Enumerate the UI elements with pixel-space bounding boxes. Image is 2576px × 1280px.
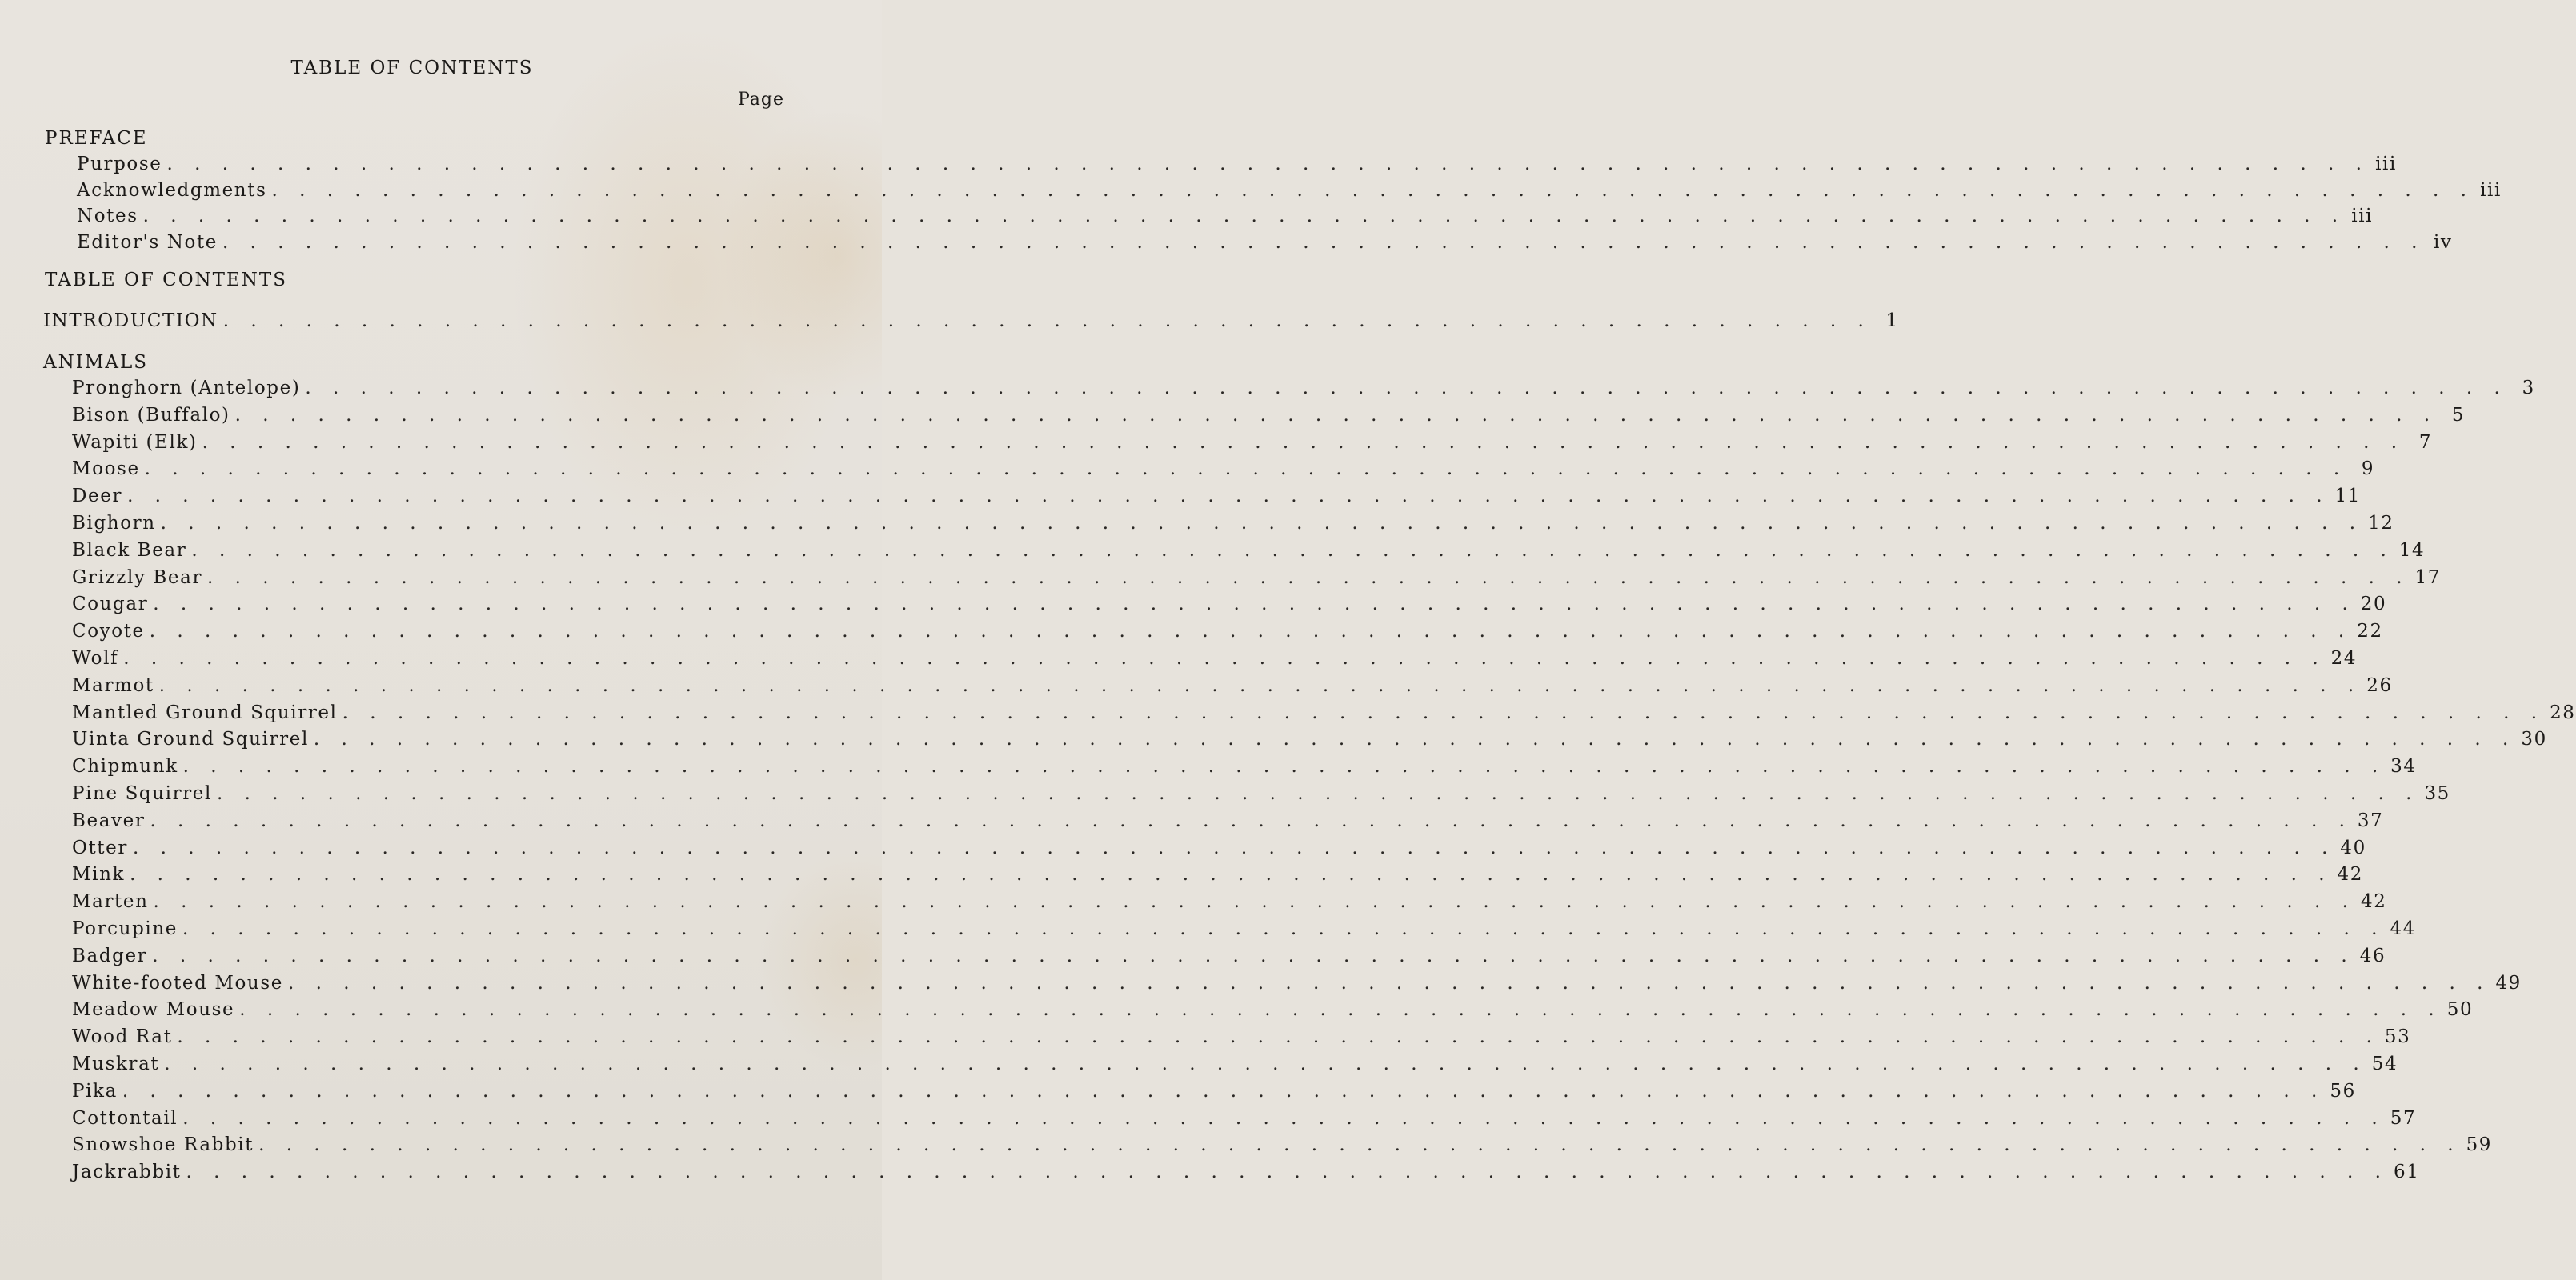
toc-entry [72,972,2522,994]
toc-entry [72,1026,2411,1048]
entry-page: iii [2375,154,2397,174]
entry-label: INTRODUCTION [43,310,218,331]
toc-heading: TABLE OF CONTENTS [45,270,288,290]
toc-entry [72,458,2375,480]
leader-dots: . . . . . . . . . . . . . . . . . . . . . . . . . . . . . . . . . . . . . . . . . . . . . . . . . . . . . . . . . . . . . . . . . . . . . . . . . . . . . . . . [160,513,2364,534]
leader-dots: . . . . . . . . . . . . . . . . . . . . . . . . . . . . . . . . . . . . . . . . . . . . . . . . . . . . . . . . . . . . . . . . . . . . . . . . . . . . . . . . [186,1162,2389,1183]
leader-dots: . . . . . . . . . . . . . . . . . . . . . . . . . . . . . . . . . . . . . . . . . . . . . . . . . . . . . . . . . . . . . . . . . . . . . . . . . . . . . . . . [150,810,2353,831]
toc-entry [72,756,2417,778]
leader-dots: . . . . . . . . . . . . . . . . . . . . . . . . . . . . . . . . . . . . . . . . . . . . . . . . . . . . . . . . . . . . . . . . . . . . . . . . . . . . . . . . [287,972,2491,994]
leader-dots: . . . . . . . . . . . . . . . . . . . . . . . . . . . . . . . . . . . . . . . . . . . . . . . . . . . . . . . . . . . . . . . . . . . . . . . . . . . . . . . . [234,404,2438,426]
entry-page: 30 [2521,729,2547,750]
leader-dots: . . . . . . . . . . . . . . . . . . . . . . . . . . . . . . . . . . . . . . . . . . . . . . . . . . . . . . . . . . . . . . . . . . . . . . . . . . . . . . . . [127,486,2330,507]
leader-dots: . . . . . . . . . . . . . . . . . . . . . . . . . . . . . . . . . . . . . . . . . . . . . . . . . . . . . . . . . . . . . . . . . . . . . . . . . . . . . . . . [207,566,2410,588]
entry-page: 3 [2522,378,2535,398]
entry-label: Jackrabbit [72,1162,182,1183]
entry-page: 44 [2390,918,2416,939]
entry-page: 40 [2340,837,2366,858]
entry-label: Otter [72,837,128,858]
toc-entry [77,179,2502,201]
leader-dots: . . . . . . . . . . . . . . . . . . . . . . . . . . . . . . . . . . . . . . . . . . . . . . . . . . . . . . . . . . . . . . . . . . . . . . . . . . . . . . . . [216,783,2420,804]
toc-entry [72,1107,2417,1129]
entry-page: 34 [2390,756,2417,778]
toc-entry [72,891,2387,913]
entry-page: 42 [2337,864,2363,886]
entry-label: Wolf [72,648,119,669]
page-column-header: Page [737,90,784,110]
entry-page: 59 [2466,1134,2493,1156]
entry-label: Mantled Ground Squirrel [72,702,338,723]
leader-dots: . . . . . . . . . . . . . . . . . . . . . . . . . . . . . . . . . . . . . . . . . . . . . . . . . . . . . . . . . . . . . . . . . . . . . . . . . . . . . . . . [342,702,2546,723]
entry-page: 9 [2361,458,2375,480]
entry-label: Badger [72,945,148,966]
entry-page: 12 [2368,513,2394,534]
entry-label: Meadow Mouse [72,999,235,1021]
toc-entry [72,486,2361,507]
leader-dots: . . . . . . . . . . . . . . . . . . . . . . . . . . . . . . . . . . . . . . . . . . . . . . . . . . . . . . . . . . . . . . . . . . . . . . . . . . . . . . . . [182,756,2386,778]
entry-page: 42 [2361,891,2387,913]
entry-page: iii [2351,206,2374,226]
entry-page: 56 [2330,1080,2356,1102]
entry-label: Moose [72,458,140,480]
toc-entry [72,945,2386,966]
entry-page: 20 [2360,594,2387,615]
entry-label: Acknowledgments [77,179,267,201]
entry-page: 54 [2371,1054,2398,1074]
entry-page: 22 [2357,621,2383,642]
entry-page: 14 [2398,539,2426,561]
leader-dots: . . . . . . . . . . . . . . . . . . . . . . . . . . . . . . . . . . . . . . . . . . . . . . . . . . . . . . . . . . . . [222,310,1872,331]
preface-heading: PREFACE [45,128,148,149]
entry-page: 5 [2451,404,2466,426]
leader-dots: . . . . . . . . . . . . . . . . . . . . . . . . . . . . . . . . . . . . . . . . . . . . . . . . . . . . . . . . . . . . . . . . . . . . . . . . . . . . . . . . [130,864,2333,886]
toc-entry [72,864,2363,886]
toc-entry [72,729,2547,750]
toc-entry [72,1162,2420,1183]
leader-dots: . . . . . . . . . . . . . . . . . . . . . . . . . . . . . . . . . . . . . . . . . . . . . . . . . . . . . . . . . . . . . . . . . . . . . . . . . . . . . . . . [142,206,2346,226]
leader-dots: . . . . . . . . . . . . . . . . . . . . . . . . . . . . . . . . . . . . . . . . . . . . . . . . . . . . . . . . . . . . . . . . . . . . . . . . . . . . . . . . [122,1080,2326,1102]
entry-label: Notes [77,206,138,226]
toc-entry [72,648,2358,669]
entry-label: Wood Rat [72,1026,173,1048]
toc-entry [72,539,2426,561]
entry-label: Black Bear [72,539,187,561]
animals-heading: ANIMALS [43,352,149,373]
leader-dots: . . . . . . . . . . . . . . . . . . . . . . . . . . . . . . . . . . . . . . . . . . . . . . . . . . . . . . . . . . . . . . . . . . . . . . . . . . . . . . . . [222,231,2426,253]
toc-entry [72,431,2433,453]
entry-label: Beaver [72,810,146,831]
entry-label: Pika [72,1080,118,1102]
toc-entry [72,837,2366,858]
toc-entry [72,1080,2356,1102]
toc-entry [72,702,2576,723]
entry-label: Uinta Ground Squirrel [72,729,309,750]
leader-dots: . . . . . . . . . . . . . . . . . . . . . . . . . . . . . . . . . . . . . . . . . . . . . . . . . . . . . . . . . . . . . . . . . . . . . . . . . . . . . . . . [177,1026,2380,1048]
entry-page: iii [2480,179,2502,201]
leader-dots: . . . . . . . . . . . . . . . . . . . . . . . . . . . . . . . . . . . . . . . . . . . . . . . . . . . . . . . . . . . . . . . . . . . . . . . . . . . . . . . . [313,729,2517,750]
toc-entry [72,378,2535,398]
entry-label: Coyote [72,621,145,642]
entry-label: Snowshoe Rabbit [72,1134,254,1156]
entry-label: Bighorn [72,513,156,534]
toc-entry [72,594,2387,615]
entry-page: 46 [2359,945,2386,966]
entry-page: 61 [2393,1162,2420,1183]
leader-dots: . . . . . . . . . . . . . . . . . . . . . . . . . . . . . . . . . . . . . . . . . . . . . . . . . . . . . . . . . . . . . . . . . . . . . . . . . . . . . . . . [191,539,2394,561]
toc-entry [77,206,2374,226]
leader-dots: . . . . . . . . . . . . . . . . . . . . . . . . . . . . . . . . . . . . . . . . . . . . . . . . . . . . . . . . . . . . . . . . . . . . . . . . . . . . . . . . [164,1054,2367,1074]
entry-label: Marten [72,891,149,913]
leader-dots: . . . . . . . . . . . . . . . . . . . . . . . . . . . . . . . . . . . . . . . . . . . . . . . . . . . . . . . . . . . . . . . . . . . . . . . . . . . . . . . . [123,648,2326,669]
leader-dots: . . . . . . . . . . . . . . . . . . . . . . . . . . . . . . . . . . . . . . . . . . . . . . . . . . . . . . . . . . . . . . . . . . . . . . . . . . . . . . . . [202,431,2406,453]
toc-entry [72,783,2450,804]
entry-label: Mink [72,864,126,886]
entry-page: 1 [1885,310,1899,331]
toc-entry [72,566,2441,588]
entry-page: 49 [2495,972,2522,994]
entry-page: 50 [2446,999,2474,1021]
entry-page: 57 [2390,1107,2417,1129]
toc-entry-introduction [43,310,1899,331]
entry-label: Pine Squirrel [72,783,212,804]
entry-label: Cougar [72,594,149,615]
leader-dots: . . . . . . . . . . . . . . . . . . . . . . . . . . . . . . . . . . . . . . . . . . . . . . . . . . . . . . . . . . . . . . . . . . . . . . . . . . . . . . . . [149,621,2353,642]
toc-entry [77,231,2453,253]
entry-label: Grizzly Bear [72,566,203,588]
toc-entry [72,621,2383,642]
leader-dots: . . . . . . . . . . . . . . . . . . . . . . . . . . . . . . . . . . . . . . . . . . . . . . . . . . . . . . . . . . . . . . . . . . . . . . . . . . . . . . . . [132,837,2336,858]
toc-entry [72,1054,2398,1074]
leader-dots: . . . . . . . . . . . . . . . . . . . . . . . . . . . . . . . . . . . . . . . . . . . . . . . . . . . . . . . . . . . . . . . . . . . . . . . . . . . . . . . . [144,458,2348,480]
toc-entry [72,513,2394,534]
entry-label: Wapiti (Elk) [72,431,198,453]
entry-page: 37 [2357,810,2384,831]
page-title: TABLE OF CONTENTS [290,58,534,78]
toc-entry [72,674,2393,696]
leader-dots: . . . . . . . . . . . . . . . . . . . . . . . . . . . . . . . . . . . . . . . . . . . . . . . . . . . . . . . . . . . . . . . . . . . . . . . . . . . . . . . . [271,179,2474,201]
entry-page: 17 [2414,566,2441,588]
leader-dots: . . . . . . . . . . . . . . . . . . . . . . . . . . . . . . . . . . . . . . . . . . . . . . . . . . . . . . . . . . . . . . . . . . . . . . . . . . . . . . . . [305,378,2508,398]
leader-dots: . . . . . . . . . . . . . . . . . . . . . . . . . . . . . . . . . . . . . . . . . . . . . . . . . . . . . . . . . . . . . . . . . . . . . . . . . . . . . . . . [239,999,2442,1021]
entry-page: 35 [2424,783,2450,804]
leader-dots: . . . . . . . . . . . . . . . . . . . . . . . . . . . . . . . . . . . . . . . . . . . . . . . . . . . . . . . . . . . . . . . . . . . . . . . . . . . . . . . . [258,1134,2462,1156]
entry-page: 26 [2366,674,2393,696]
toc-entry [72,999,2474,1021]
entry-label: Purpose [77,154,162,174]
toc-entry [72,810,2384,831]
toc-entry [72,404,2466,426]
entry-label: Muskrat [72,1054,160,1074]
leader-dots: . . . . . . . . . . . . . . . . . . . . . . . . . . . . . . . . . . . . . . . . . . . . . . . . . . . . . . . . . . . . . . . . . . . . . . . . . . . . . . . . [182,918,2386,939]
leader-dots: . . . . . . . . . . . . . . . . . . . . . . . . . . . . . . . . . . . . . . . . . . . . . . . . . . . . . . . . . . . . . . . . . . . . . . . . . . . . . . . . [166,154,2370,174]
toc-entry [72,1134,2493,1156]
toc-entry [77,154,2397,174]
entry-page: 7 [2418,431,2433,453]
entry-label: Porcupine [72,918,178,939]
entry-page: 28 [2550,702,2576,723]
leader-dots: . . . . . . . . . . . . . . . . . . . . . . . . . . . . . . . . . . . . . . . . . . . . . . . . . . . . . . . . . . . . . . . . . . . . . . . . . . . . . . . . [153,594,2356,615]
entry-label: Editor's Note [77,231,218,253]
leader-dots: . . . . . . . . . . . . . . . . . . . . . . . . . . . . . . . . . . . . . . . . . . . . . . . . . . . . . . . . . . . . . . . . . . . . . . . . . . . . . . . . [182,1107,2386,1129]
entry-label: White-footed Mouse [72,972,283,994]
entry-label: Pronghorn (Antelope) [72,378,301,398]
leader-dots: . . . . . . . . . . . . . . . . . . . . . . . . . . . . . . . . . . . . . . . . . . . . . . . . . . . . . . . . . . . . . . . . . . . . . . . . . . . . . . . . [158,674,2362,696]
entry-page: 53 [2384,1026,2411,1048]
entry-page: 11 [2334,486,2361,507]
entry-label: Bison (Buffalo) [72,404,230,426]
entry-label: Deer [72,486,123,507]
leader-dots: . . . . . . . . . . . . . . . . . . . . . . . . . . . . . . . . . . . . . . . . . . . . . . . . . . . . . . . . . . . . . . . . . . . . . . . . . . . . . . . . [152,945,2355,966]
entry-label: Chipmunk [72,756,178,778]
entry-label: Cottontail [72,1107,178,1129]
leader-dots: . . . . . . . . . . . . . . . . . . . . . . . . . . . . . . . . . . . . . . . . . . . . . . . . . . . . . . . . . . . . . . . . . . . . . . . . . . . . . . . . [153,891,2356,913]
entry-page: iv [2433,231,2453,253]
entry-page: 24 [2330,648,2358,669]
entry-label: Marmot [72,674,154,696]
toc-entry [72,918,2416,939]
